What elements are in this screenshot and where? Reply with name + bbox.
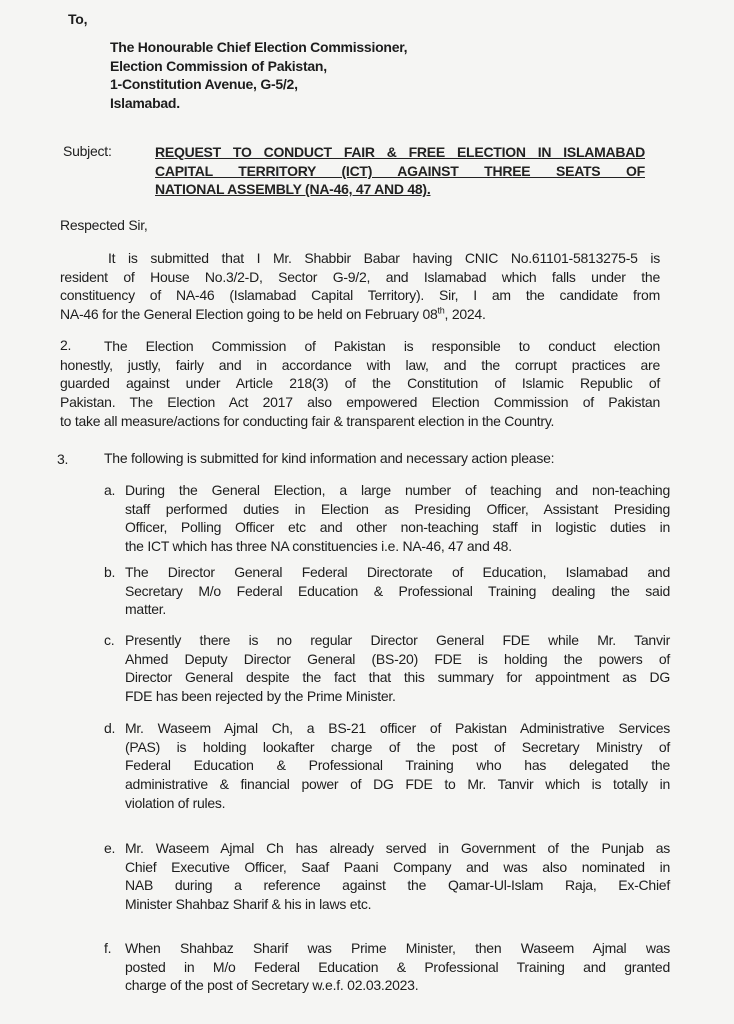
text-line: staff performed duties in Election as Presiding Officer, Assistant Presiding (125, 500, 670, 517)
paragraph-2-number: 2. (60, 337, 72, 353)
list-item-label: b. (104, 564, 116, 580)
list-item-text (125, 631, 670, 706)
text: NA-46 for the General Election going to be held on February 08 (60, 306, 438, 323)
text-line: constituency of NA-46 (Islamabad Capital Territory). Sir, I am the candidate from (60, 287, 660, 304)
text-line: Secretary M/o Federal Education & Professional Training dealing the said (125, 582, 670, 599)
list-item (104, 939, 670, 995)
superscript: th (437, 305, 445, 316)
text-line: matter. (125, 601, 167, 618)
paragraph-3-text: The following is submitted for kind information and necessary action please: (104, 450, 555, 466)
text-line: Ahmed Deputy Director General (BS-20) FDE is holding the powers of (125, 650, 670, 667)
text-line: administrative & financial power of DG FDE to Mr. Tanvir which is totally in (125, 776, 670, 793)
list-item (104, 563, 670, 619)
text-line: charge of the post of Secretary w.e.f. 02.03.2023. (125, 977, 419, 994)
text-line: FDE has been rejected by the Prime Minister. (125, 688, 396, 705)
list-item (104, 631, 670, 706)
paragraph-3-number: 3. (57, 451, 69, 467)
text-line: NAB during a reference against the Qamar-Ul-Islam Raja, Ex-Chief (125, 877, 670, 894)
text-line: NATIONAL ASSEMBLY (NA-46, 47 AND 48). (155, 181, 431, 198)
to-label: To, (68, 11, 88, 27)
list-item (104, 719, 670, 812)
list-item-text (125, 839, 670, 914)
list-item-label: d. (104, 720, 116, 736)
subject-text (155, 143, 645, 199)
text-line: CAPITAL TERRITORY (ICT) AGAINST THREE SEATS OF (155, 162, 645, 179)
text-line: Pakistan. The Election Act 2017 also empowered Election Commission of Pakistan (60, 394, 660, 411)
list-item-label: c. (104, 632, 115, 648)
paragraph-1-last-line (60, 305, 660, 324)
recipient-address (110, 38, 510, 113)
text-line: Chief Executive Officer, Saaf Paani Company and was also nominated in (125, 858, 670, 875)
text-line: Presently there is no regular Director General FDE while Mr. Tanvir (125, 632, 670, 648)
greeting: Respected Sir, (60, 217, 148, 233)
text-line: During the General Election, a large number of teaching and non-teaching (125, 482, 670, 498)
text-line: Islamabad. (110, 95, 180, 112)
list-item-label: a. (104, 482, 116, 498)
list-item-text (125, 563, 670, 619)
list-item-text (125, 481, 670, 556)
text-line: When Shahbaz Sharif was Prime Minister, then Waseem Ajmal was (125, 940, 670, 956)
list-item-label: e. (104, 840, 116, 856)
text-line: Minister Shahbaz Sharif & his in laws etc. (125, 896, 372, 913)
text-line: posted in M/o Federal Education & Professional Training and granted (125, 958, 670, 975)
text-line: (PAS) is holding lookafter charge of the post of Secretary Ministry of (125, 738, 670, 755)
text-line: to take all measure/actions for conducting fair & transparent election in the Country. (60, 412, 555, 429)
list-item (104, 481, 670, 556)
text-line: the ICT which has three NA constituencies i.e. NA-46, 47 and 48. (125, 538, 512, 555)
text-line: guarded against under Article 218(3) of the Constitution of Islamic Republic of (60, 375, 660, 392)
text-line: Officer, Polling Officer etc and other non-teaching staff in logistic duties in (125, 519, 670, 536)
text: , 2024. (444, 306, 486, 323)
text-line: honestly, justly, fairly and in accordance with law, and the corrupt practices are (60, 356, 660, 373)
paragraph-2 (60, 337, 660, 430)
subject-label: Subject: (63, 143, 112, 159)
list-item-text (125, 719, 670, 812)
list-item-text (125, 939, 670, 995)
text-line: The Election Commission of Pakistan is responsible to conduct election (104, 338, 660, 354)
text-line: 1-Constitution Avenue, G-5/2, (110, 76, 298, 93)
text-line: Federal Education & Professional Training who has delegated the (125, 757, 670, 774)
text-line: The Honourable Chief Election Commissioner, (110, 39, 408, 55)
text-line: Mr. Waseem Ajmal Ch has already served in Government of the Punjab as (125, 840, 670, 856)
text-line: Director General despite the fact that this summary for appointment as DG (125, 669, 670, 686)
text-line: The Director General Federal Directorate of Education, Islamabad and (125, 564, 670, 580)
text-line: Mr. Waseem Ajmal Ch, a BS-21 officer of Pakistan Administrative Services (125, 720, 670, 736)
text-line: Election Commission of Pakistan, (110, 57, 327, 74)
text-line: REQUEST TO CONDUCT FAIR & FREE ELECTION IN ISLAMABAD (155, 144, 645, 160)
text-line: resident of House No.3/2-D, Sector G-9/2, and Islamabad which falls under the (60, 268, 660, 285)
text-line: It is submitted that I Mr. Shabbir Babar having CNIC No.61101-5813275-5 is (108, 250, 660, 266)
list-item-label: f. (104, 940, 112, 956)
text-line: violation of rules. (125, 794, 226, 811)
list-item (104, 839, 670, 914)
paragraph-1 (60, 249, 660, 324)
